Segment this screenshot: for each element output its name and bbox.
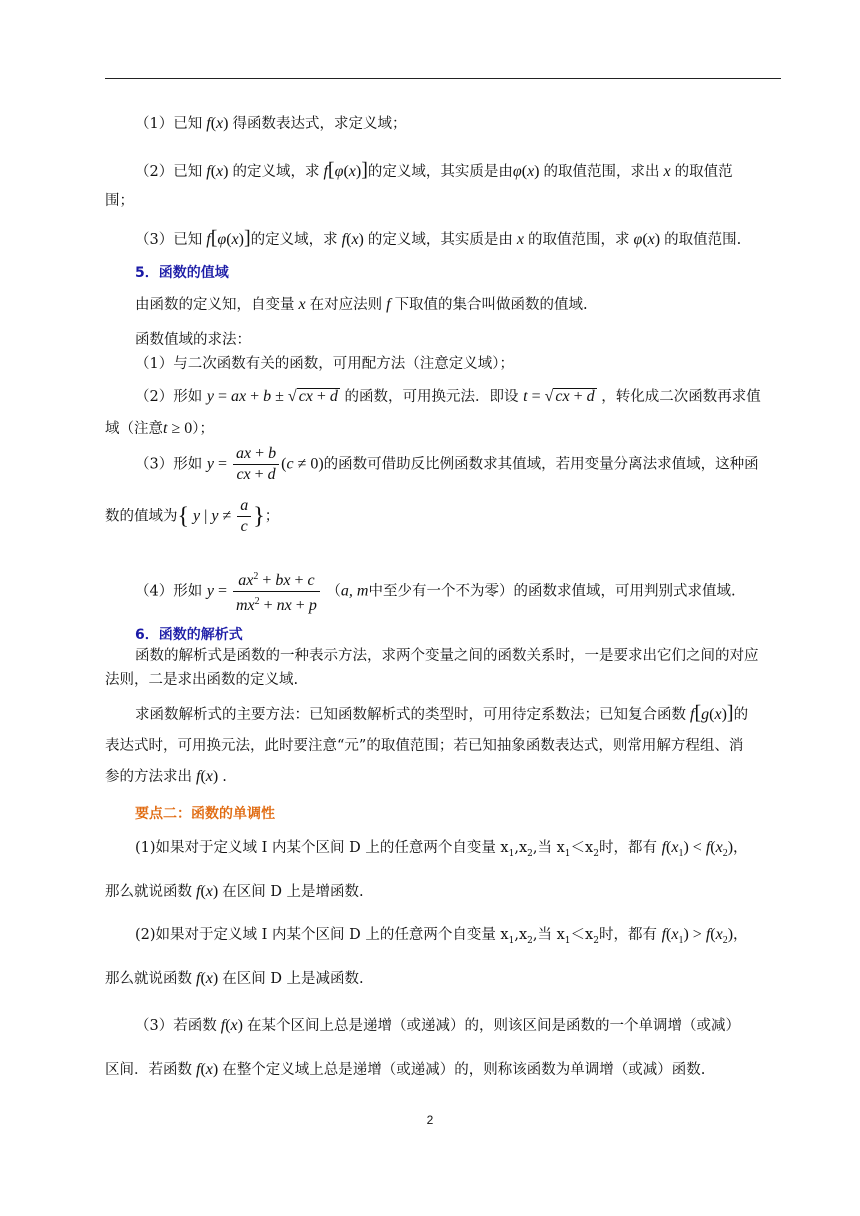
range-method-1: （1）与二次函数有关的函数，可用配方法（注意定义域）； <box>135 356 514 372</box>
monotonic-item-1: (1)如果对于定义域 I 内某个区间 D 上的任意两个自变量 $x_1,x_2$,当 $x_1<x_2$时，都有 $f(x_1) < f(x_2)$， <box>135 839 748 859</box>
point-2-title: 要点二：函数的单调性 <box>135 806 275 822</box>
range-method-3: （3）形如 y = $\frac{ax + b}{cx + d}$ (c ≠ 0)的函数可借助反比例函数求其值域，若用变量分离法求值域，这种函 <box>135 445 759 483</box>
range-method-4: （4）形如 y = $\frac{ax^2 + bx + c}{mx^2 + nx + p}$ （a, m中至少有一个不为零）的函数求值域，可用判别式求值域. <box>135 567 736 616</box>
analytic-para-1-cont: 法则，二是求出函数的定义域. <box>105 672 299 688</box>
domain-case-2-cont: 围； <box>105 193 134 209</box>
analytic-para-2-end: 参的方法求出 f(x) . <box>105 768 227 785</box>
range-method-3-cont: 数的值域为{ y | y ≠ $\frac{a}{c}$ }； <box>105 497 280 535</box>
monotonic-item-2-cont: 那么就说函数 f(x) 在区间 D 上是减函数. <box>105 970 364 987</box>
header-rule <box>105 78 781 79</box>
range-methods-title: 函数值域的求法： <box>135 332 251 348</box>
section-6-title: 6．函数的解析式 <box>135 627 243 643</box>
monotonic-item-2: (2)如果对于定义域 I 内某个区间 D 上的任意两个自变量 $x_1,x_2$,当 $x_1<x_2$时，都有 $f(x_1) > f(x_2)$， <box>135 926 748 946</box>
domain-case-1: （1）已知 f(x) 得函数表达式，求定义域； <box>135 115 407 132</box>
monotonic-item-1-cont: 那么就说函数 f(x) 在区间 D 上是增函数. <box>105 883 364 900</box>
page-number: 2 <box>426 1113 434 1127</box>
range-method-2: （2）形如 y = ax + b ± √ cx + d 的函数，可用换元法．即设 t = √ cx + d ，转化成二次函数再求值 <box>135 388 761 405</box>
domain-case-2: （2）已知 f(x) 的定义域，求 f[φ(x)]的定义域，其实质是由φ(x) 的取值范围，求出 x 的取值范 <box>135 159 733 181</box>
analytic-para-2: 求函数解析式的主要方法：已知函数解析式的类型时，可用待定系数法；已知复合函数 f[g(x)]的 <box>135 702 749 724</box>
analytic-para-2-cont: 表达式时，可用换元法，此时要注意“元”的取值范围；若已知抽象函数表达式，则常用解方程组、消 <box>105 738 744 754</box>
analytic-para-1: 函数的解析式是函数的一种表示方法，求两个变量之间的函数关系时，一是要求出它们之间的对应 <box>135 648 759 664</box>
section-5-title: 5．函数的值域 <box>135 265 229 281</box>
domain-case-3: （3）已知 f[φ(x)]的定义域，求 f(x) 的定义域，其实质是由 x 的取值范围，求 φ(x) 的取值范围. <box>135 227 742 249</box>
monotonic-item-3: （3）若函数 f(x) 在某个区间上总是递增（或递减）的，则该区间是函数的一个单调增（或减） <box>135 1017 740 1034</box>
monotonic-item-3-cont: 区间．若函数 f(x) 在整个定义域上总是递增（或递减）的，则称该函数为单调增（或减）函数. <box>105 1061 706 1078</box>
range-definition: 由函数的定义知，自变量 x 在对应法则 f 下取值的集合叫做函数的值域. <box>135 296 588 313</box>
range-method-2-cont: 域（注意t ≥ 0）； <box>105 420 214 437</box>
